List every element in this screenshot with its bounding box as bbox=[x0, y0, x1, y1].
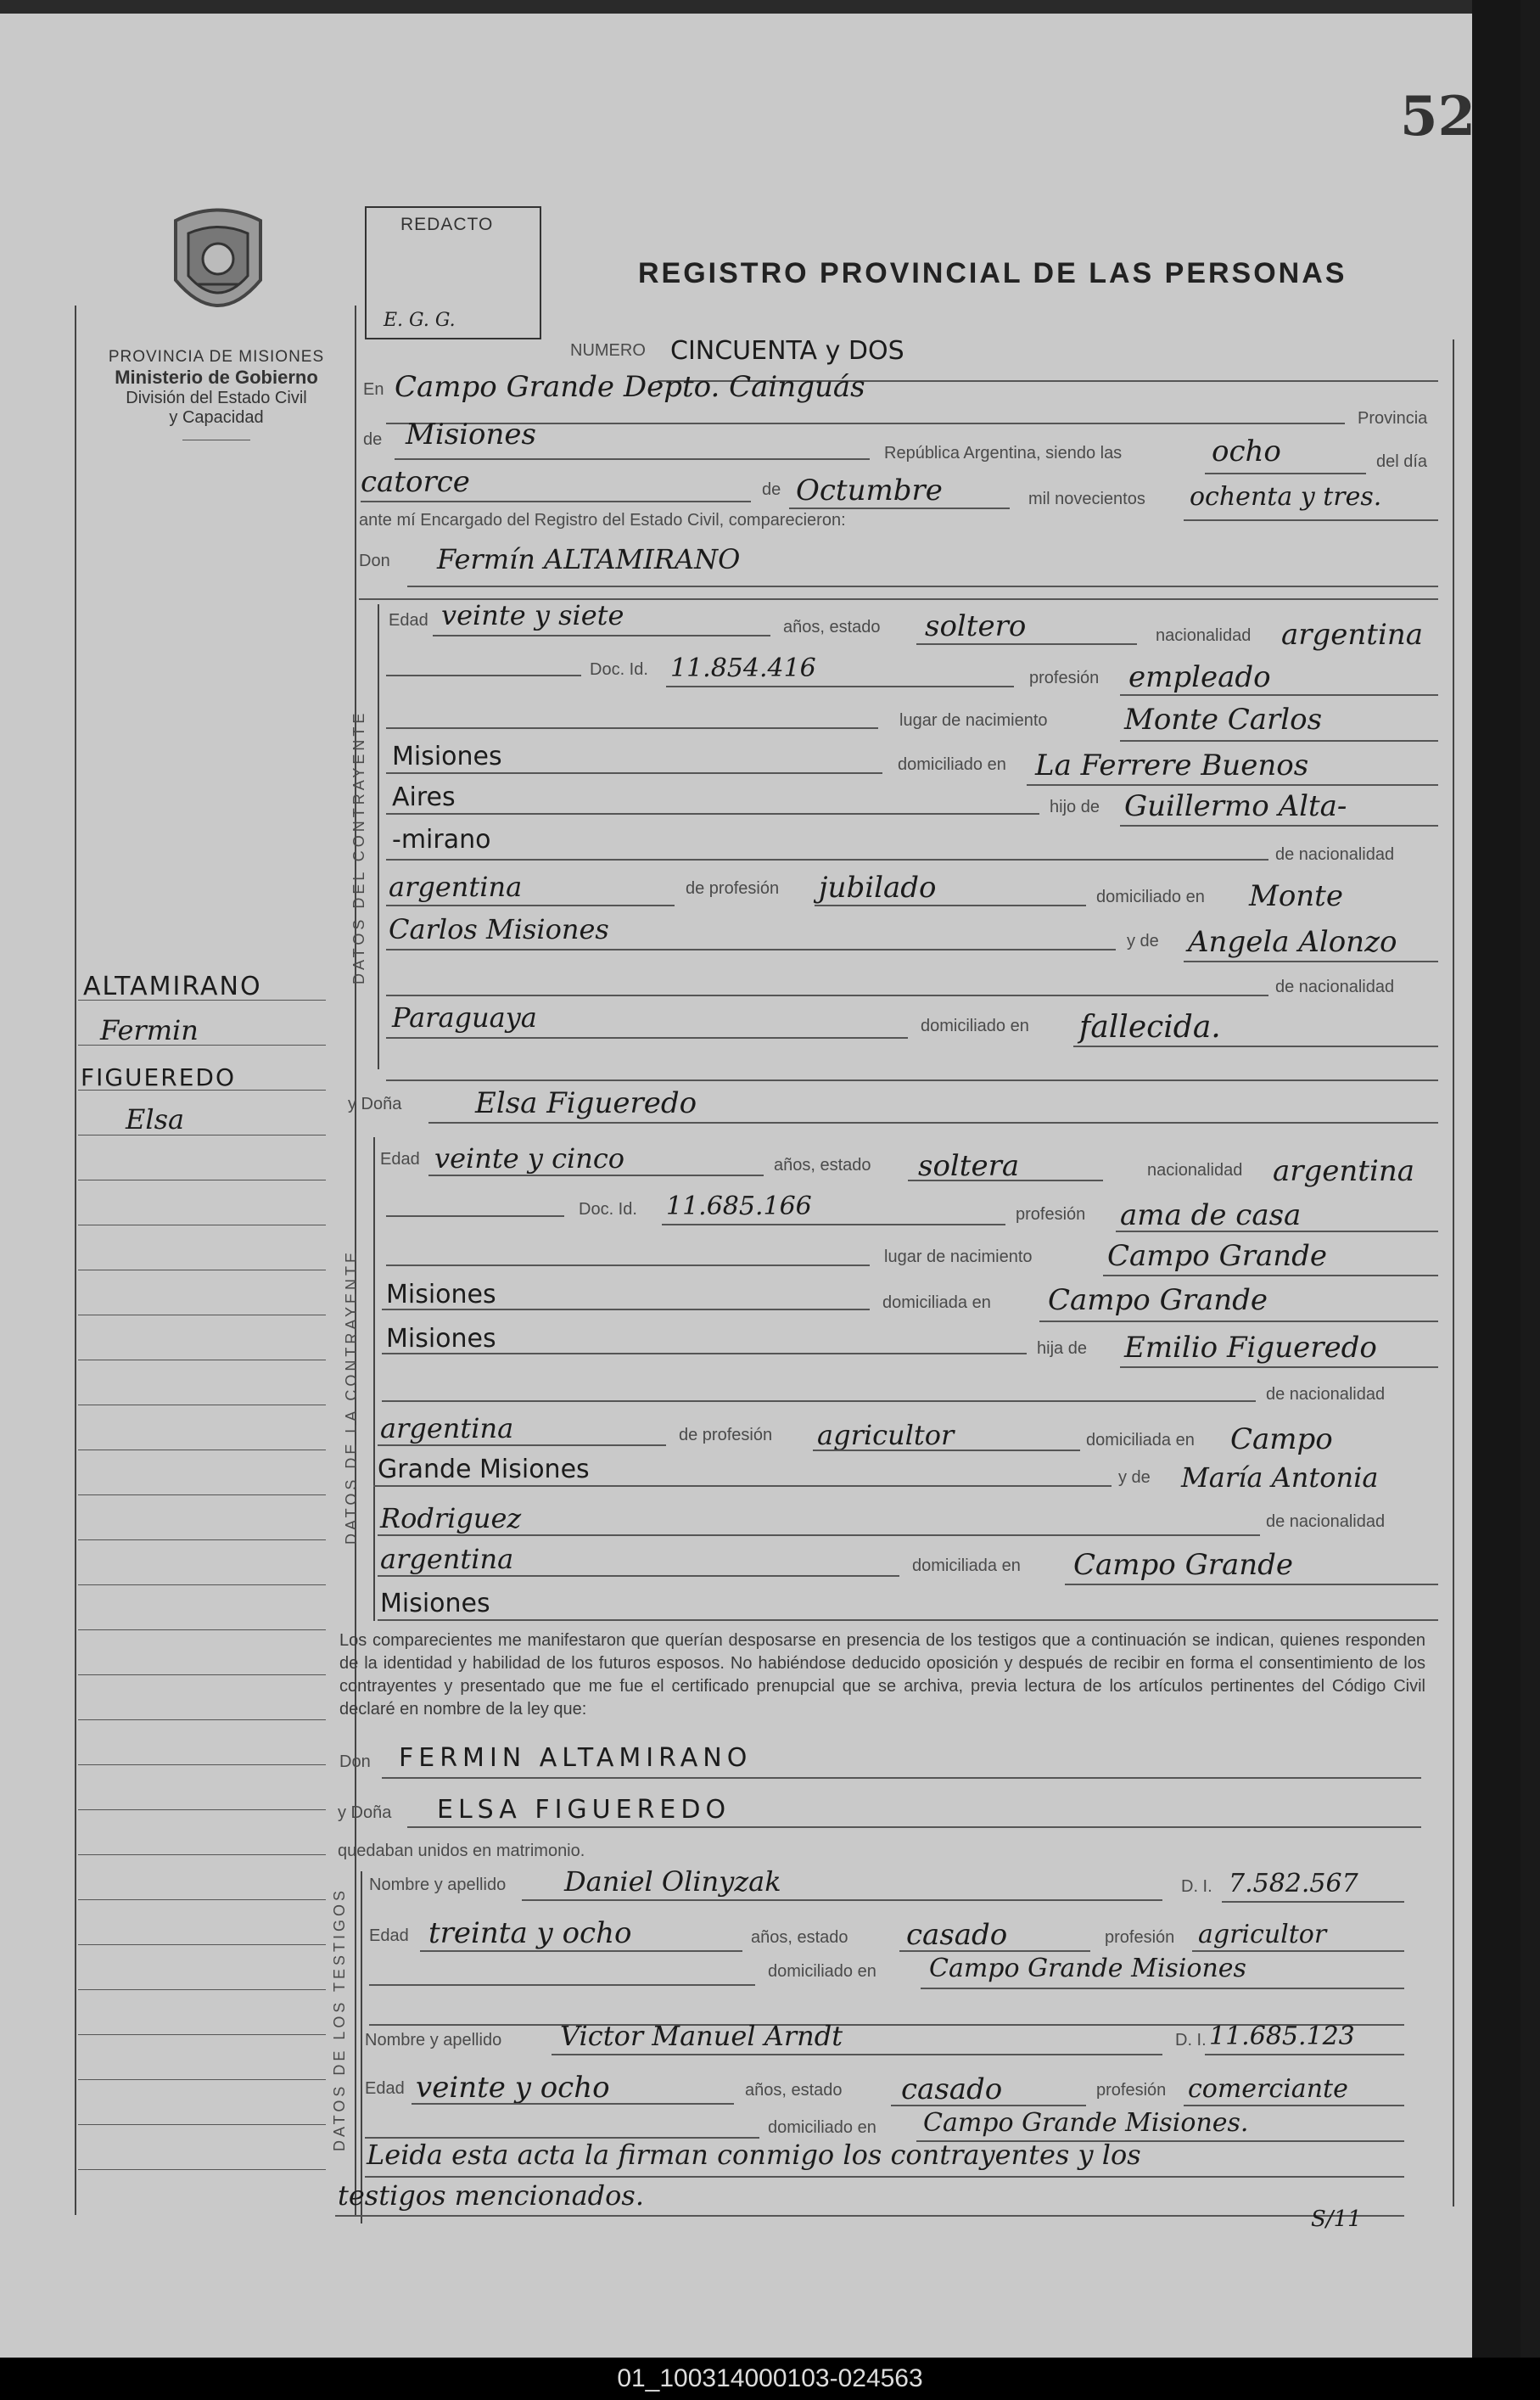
don-label: Don bbox=[359, 552, 390, 570]
bride-section-rule bbox=[373, 1137, 375, 1621]
place-value: Campo Grande Depto. Cainguás bbox=[395, 370, 865, 404]
ledger-line bbox=[78, 1719, 326, 1720]
de-label-2: de bbox=[762, 480, 781, 499]
ledger-line bbox=[78, 1135, 326, 1136]
w2-dom-label: domiciliado en bbox=[768, 2118, 876, 2137]
margin-name-2: Fermin bbox=[100, 1014, 199, 1046]
stamp-label: REDACTO bbox=[400, 215, 494, 234]
bride-residence-2: Misiones bbox=[386, 1324, 496, 1354]
bride-de-nac-label: de nacionalidad bbox=[1266, 1385, 1386, 1404]
ledger-line bbox=[78, 1494, 326, 1495]
w1-residence: Campo Grande Misiones bbox=[929, 1954, 1246, 1983]
ledger-line bbox=[78, 2079, 326, 2080]
agency-line-3: División del Estado Civil bbox=[126, 389, 307, 407]
w1-dom-label: domiciliado en bbox=[768, 1962, 876, 1981]
mil-novecientos-label: mil novecientos bbox=[1028, 490, 1145, 508]
ledger-line bbox=[78, 2034, 326, 2035]
year-value: ochenta y tres. bbox=[1190, 482, 1382, 512]
groom-mother: Angela Alonzo bbox=[1188, 925, 1397, 959]
provincial-seal bbox=[163, 204, 273, 331]
w1-edad-label: Edad bbox=[369, 1926, 409, 1945]
dona-label: y Doña bbox=[348, 1095, 402, 1113]
united-closing: quedaban unidos en matrimonio. bbox=[338, 1842, 585, 1860]
w2-di: 11.685.123 bbox=[1209, 2021, 1355, 2051]
united-groom: FERMIN ALTAMIRANO bbox=[399, 1743, 753, 1773]
bride-prof-label: profesión bbox=[1016, 1205, 1086, 1224]
w2-prof-label: profesión bbox=[1096, 2081, 1167, 2100]
ledger-line bbox=[78, 1809, 326, 1810]
bride-name: Elsa Figueredo bbox=[475, 1086, 697, 1120]
w1-di: 7.582.567 bbox=[1229, 1869, 1358, 1898]
right-margin-rule bbox=[1453, 339, 1454, 2207]
provincia-label: Provincia bbox=[1358, 409, 1428, 428]
groom-father-dom-label: domiciliado en bbox=[1096, 888, 1205, 906]
groom-mother-dom-label: domiciliado en bbox=[921, 1017, 1029, 1035]
w1-name: Daniel Olinyzak bbox=[564, 1865, 781, 1898]
bride-age: veinte y cinco bbox=[434, 1142, 625, 1175]
groom-y-de-label: y de bbox=[1127, 932, 1159, 950]
united-bride: ELSA FIGUEREDO bbox=[437, 1795, 731, 1825]
bride-mother-dom-2: Misiones bbox=[380, 1589, 490, 1618]
bride-birthplace-1: Campo Grande bbox=[1107, 1239, 1328, 1273]
margin-name-4: Elsa bbox=[126, 1103, 185, 1136]
groom-edad-label: Edad bbox=[389, 611, 428, 630]
groom-father-1: Guillermo Alta- bbox=[1124, 789, 1347, 823]
bride-doc-label: Doc. Id. bbox=[579, 1200, 637, 1219]
w2-estado: casado bbox=[901, 2072, 1003, 2106]
groom-de-nac-label: de nacionalidad bbox=[1275, 845, 1395, 864]
closing-note-1: Leida esta acta la firman conmigo los contrayentes y los bbox=[367, 2139, 1141, 2171]
groom-birthplace-1: Monte Carlos bbox=[1124, 703, 1323, 737]
bride-anos-label: años, estado bbox=[774, 1156, 871, 1175]
del-dia-label: del día bbox=[1376, 452, 1428, 471]
ledger-line bbox=[78, 1539, 326, 1540]
groom-father-prof: jubilado bbox=[819, 871, 937, 905]
groom-section-rule bbox=[378, 604, 379, 1069]
bride-mother-dom-1: Campo Grande bbox=[1073, 1548, 1294, 1582]
agency-line-2: Ministerio de Gobierno bbox=[115, 367, 318, 388]
redacto-stamp bbox=[365, 206, 541, 339]
ledger-line bbox=[78, 1629, 326, 1630]
ledger-line bbox=[78, 1764, 326, 1765]
w2-age: veinte y ocho bbox=[416, 2071, 610, 2105]
ledger-line bbox=[78, 2169, 326, 2170]
groom-nationality: argentina bbox=[1281, 618, 1424, 652]
image-id-footer: 01_100314000103-024563 bbox=[0, 2358, 1540, 2400]
groom-lugar-label: lugar de nacimiento bbox=[899, 711, 1048, 730]
groom-de-nac-label-2: de nacionalidad bbox=[1275, 978, 1395, 996]
bride-hija-label: hija de bbox=[1037, 1339, 1087, 1358]
month-value: Octumbre bbox=[796, 474, 943, 507]
groom-father-dom-2: Carlos Misiones bbox=[389, 913, 609, 945]
bride-dom-label: domiciliada en bbox=[882, 1293, 991, 1312]
w1-prof-label: profesión bbox=[1105, 1928, 1175, 1947]
bride-father-prof: agricultor bbox=[817, 1419, 955, 1451]
declaration-text: Los comparecientes me manifestaron que querían desposarse en presencia de los testigos que a continuación se indican, quienes responden de la identidad y habilidad de los futuros esposos. No habiéndose deducido oposición y después de recibir en forma el consentimiento de los contrayentes y presentado que me fue el certificado prenupcial que se archiva, previa lectura de los artículos pertinentes del Código Civil declaré en nombre de la ley que: bbox=[339, 1631, 1425, 1719]
w1-estado: casado bbox=[906, 1918, 1008, 1952]
groom-hijo-label: hijo de bbox=[1050, 798, 1100, 816]
w1-age: treinta y ocho bbox=[428, 1916, 632, 1950]
w2-edad-label: Edad bbox=[365, 2079, 405, 2098]
bride-father-dom-2: Grande Misiones bbox=[378, 1455, 590, 1484]
w1-profession: agricultor bbox=[1198, 1920, 1327, 1949]
hour-value: ocho bbox=[1212, 435, 1281, 468]
republica-label: República Argentina, siendo las bbox=[884, 444, 1123, 463]
bride-de-prof-label: de profesión bbox=[679, 1426, 773, 1444]
bride-father-nat: argentina bbox=[380, 1412, 514, 1444]
bride-y-de-label: y de bbox=[1118, 1468, 1151, 1487]
bride-nationality: argentina bbox=[1273, 1154, 1415, 1188]
groom-doc-label: Doc. Id. bbox=[590, 660, 648, 679]
united-dona-label: y Doña bbox=[338, 1803, 392, 1822]
de-label: de bbox=[363, 430, 383, 449]
ledger-line bbox=[78, 1899, 326, 1900]
bride-edad-label: Edad bbox=[380, 1150, 420, 1169]
groom-dom-label: domiciliado en bbox=[898, 755, 1006, 774]
bride-estado: soltera bbox=[918, 1149, 1020, 1183]
bride-profession: ama de casa bbox=[1120, 1198, 1302, 1232]
bride-mother-2: Rodriguez bbox=[380, 1502, 522, 1534]
margin-name-3: FIGUEREDO bbox=[81, 1063, 236, 1091]
page-top-edge bbox=[0, 0, 1520, 14]
agency-line-1: PROVINCIA DE MISIONES bbox=[108, 348, 325, 366]
left-margin-rule bbox=[75, 306, 76, 2215]
w2-residence: Campo Grande Misiones. bbox=[923, 2108, 1249, 2138]
groom-anos-label: años, estado bbox=[783, 618, 881, 636]
groom-prof-label: profesión bbox=[1029, 669, 1100, 687]
witness-section-rule bbox=[361, 1871, 362, 2223]
ledger-line bbox=[78, 2124, 326, 2125]
groom-name: Fermín ALTAMIRANO bbox=[437, 543, 741, 575]
agency-block bbox=[81, 348, 352, 440]
en-label: En bbox=[363, 380, 384, 399]
bride-doc: 11.685.166 bbox=[666, 1192, 812, 1221]
bride-father: Emilio Figueredo bbox=[1124, 1331, 1377, 1365]
closing-note-2: testigos mencionados. bbox=[338, 2179, 644, 2212]
w2-name: Victor Manuel Arndt bbox=[560, 2020, 843, 2052]
ledger-line bbox=[78, 1854, 326, 1855]
closing-mark: S/11 bbox=[1311, 2207, 1362, 2232]
groom-doc: 11.854.416 bbox=[670, 653, 816, 683]
day-value: catorce bbox=[361, 465, 470, 499]
witness-side-label: DATOS DE LOS TESTIGOS bbox=[331, 1887, 348, 2151]
ante-label: ante mí Encargado del Registro del Estado Civil, comparecieron: bbox=[359, 511, 846, 530]
bride-mother-dom-label: domiciliada en bbox=[912, 1556, 1021, 1575]
bride-father-dom-label: domiciliada en bbox=[1086, 1431, 1195, 1450]
bride-side-label: DATOS DE LA CONTRAYENTE bbox=[343, 1248, 360, 1545]
united-don-label: Don bbox=[339, 1752, 371, 1771]
w2-anos-label: años, estado bbox=[745, 2081, 843, 2100]
groom-profession: empleado bbox=[1128, 660, 1271, 694]
w2-name-label: Nombre y apellido bbox=[365, 2031, 502, 2050]
bride-lugar-label: lugar de nacimiento bbox=[884, 1248, 1033, 1266]
page-title: REGISTRO PROVINCIAL DE LAS PERSONAS bbox=[638, 257, 1347, 289]
bride-nac-label: nacionalidad bbox=[1147, 1161, 1243, 1180]
bride-de-nac-label-2: de nacionalidad bbox=[1266, 1512, 1386, 1531]
w1-anos-label: años, estado bbox=[751, 1928, 848, 1947]
groom-de-prof-label: de profesión bbox=[686, 879, 780, 898]
bride-mother-nat: argentina bbox=[380, 1543, 514, 1575]
bride-residence-1: Campo Grande bbox=[1048, 1283, 1268, 1317]
province-value: Misiones bbox=[406, 418, 536, 451]
groom-mother-nat: Paraguaya bbox=[392, 1001, 537, 1034]
groom-residence-2: Aires bbox=[392, 782, 456, 812]
groom-father-dom-1: Monte bbox=[1249, 879, 1343, 913]
ledger-line bbox=[78, 1674, 326, 1675]
bride-father-dom-1: Campo bbox=[1230, 1422, 1333, 1456]
margin-name-1: ALTAMIRANO bbox=[83, 972, 262, 1001]
groom-side-label: DATOS DEL CONTRAYENTE bbox=[350, 709, 367, 984]
groom-father-nat: argentina bbox=[389, 871, 523, 903]
page-number: 52 bbox=[1400, 85, 1476, 149]
bride-birthplace-2: Misiones bbox=[386, 1280, 496, 1309]
ledger-line bbox=[78, 1944, 326, 1945]
groom-age: veinte y siete bbox=[441, 599, 624, 631]
w2-profession: comerciante bbox=[1188, 2074, 1348, 2104]
stamp-initials: E. G. G. bbox=[384, 310, 456, 331]
ledger-line bbox=[78, 1584, 326, 1585]
book-binding bbox=[1472, 0, 1520, 2358]
numero-value: CINCUENTA y DOS bbox=[670, 336, 904, 366]
w1-di-label: D. I. bbox=[1181, 1877, 1212, 1896]
groom-residence-1: La Ferrere Buenos bbox=[1035, 749, 1309, 782]
w1-name-label: Nombre y apellido bbox=[369, 1876, 507, 1894]
groom-nac-label: nacionalidad bbox=[1156, 626, 1252, 645]
agency-line-4: y Capacidad bbox=[169, 408, 264, 427]
groom-mother-dom: fallecida. bbox=[1079, 1010, 1221, 1045]
groom-father-2: -mirano bbox=[392, 825, 491, 855]
groom-estado: soltero bbox=[925, 609, 1027, 643]
groom-birthplace-2: Misiones bbox=[392, 742, 502, 771]
numero-label: NUMERO bbox=[570, 341, 646, 360]
w2-di-label: D. I. bbox=[1175, 2031, 1207, 2050]
ledger-line bbox=[78, 1989, 326, 1990]
bride-mother-1: María Antonia bbox=[1181, 1461, 1379, 1494]
